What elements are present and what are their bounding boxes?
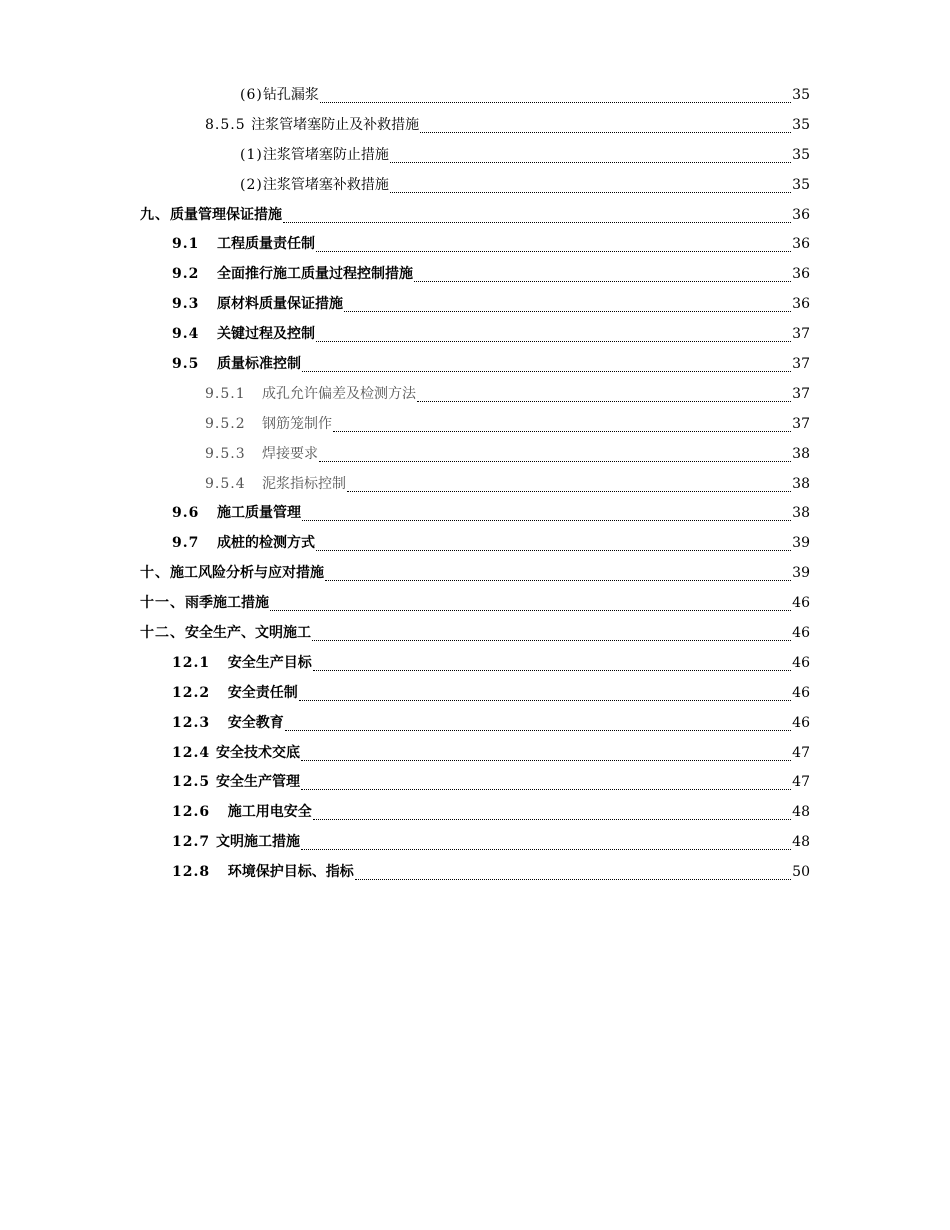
toc-entry-page: 47 xyxy=(792,774,810,791)
toc-entry-number: (6) xyxy=(240,87,263,103)
toc-dot-leader xyxy=(313,818,791,820)
toc-entry-page: 35 xyxy=(792,116,810,133)
toc-entry-page: 38 xyxy=(792,445,810,462)
toc-entry-title: 施工质量管理 xyxy=(216,505,301,522)
toc-entry-number: 9.1 xyxy=(172,236,217,253)
toc-dot-leader xyxy=(316,340,791,342)
toc-entry-page: 46 xyxy=(792,684,810,701)
toc-entry-number: 9.5.1 xyxy=(205,385,262,402)
table-of-contents xyxy=(0,81,950,888)
toc-entry-page: 46 xyxy=(792,714,810,731)
toc-entry-page: 39 xyxy=(792,535,810,552)
toc-dot-leader xyxy=(319,460,791,462)
toc-dot-leader xyxy=(316,549,791,551)
toc-entry-page: 46 xyxy=(792,625,810,642)
toc-entry-title: 安全生产管理 xyxy=(215,774,300,791)
toc-entry-page: 35 xyxy=(792,146,810,163)
toc-entry-number: 12.4 xyxy=(172,744,216,761)
toc-entry-page: 36 xyxy=(792,266,810,283)
toc-dot-leader xyxy=(301,848,791,850)
toc-entry-title: 成孔允许偏差及检测方法 xyxy=(261,385,416,402)
toc-entry-page: 46 xyxy=(792,654,810,671)
toc-entry-page: 35 xyxy=(792,87,810,103)
toc-entry-page: 46 xyxy=(792,595,810,612)
toc-dot-leader xyxy=(355,878,791,880)
toc-entry-number: 十一、 xyxy=(140,595,185,612)
toc-entry-page: 50 xyxy=(792,864,810,881)
toc-entry[interactable] xyxy=(0,171,950,201)
toc-entry[interactable] xyxy=(0,709,950,739)
toc-entry-title: 注浆管堵塞补救措施 xyxy=(262,176,389,193)
toc-entry[interactable] xyxy=(0,679,950,709)
toc-entry-number: 9.5 xyxy=(172,356,217,373)
toc-entry-number: 9.7 xyxy=(172,535,217,552)
toc-entry-title: 质量管理保证措施 xyxy=(170,206,282,223)
toc-entry-number: 12.7 xyxy=(172,834,216,851)
toc-entry-title: 关键过程及控制 xyxy=(216,326,315,343)
toc-dot-leader xyxy=(420,131,791,133)
toc-entry-page: 37 xyxy=(792,326,810,343)
toc-dot-leader xyxy=(325,579,791,581)
toc-entry-page: 36 xyxy=(792,296,810,313)
toc-dot-leader xyxy=(302,370,791,372)
toc-entry-title: 安全教育 xyxy=(227,714,284,731)
toc-dot-leader xyxy=(301,788,791,790)
toc-entry-number: 9.6 xyxy=(172,505,217,522)
toc-entry-number: (1) xyxy=(240,146,263,163)
toc-entry-page: 47 xyxy=(792,744,810,761)
toc-entry[interactable] xyxy=(0,499,950,529)
toc-entry-page: 38 xyxy=(792,505,810,522)
toc-entry-number: 9.2 xyxy=(172,266,217,283)
toc-entry[interactable] xyxy=(0,470,950,500)
toc-entry-page: 37 xyxy=(792,415,810,432)
toc-entry-number: 12.2 xyxy=(172,684,228,701)
toc-entry-title: 钻孔漏浆 xyxy=(262,87,319,103)
toc-entry-number: 8.5.5 xyxy=(205,116,252,133)
toc-dot-leader xyxy=(390,191,791,193)
toc-dot-leader xyxy=(283,221,791,223)
toc-entry-title: 焊接要求 xyxy=(261,445,318,462)
toc-entry-title: 全面推行施工质量过程控制措施 xyxy=(216,266,413,283)
toc-dot-leader xyxy=(312,639,791,641)
toc-dot-leader xyxy=(347,490,791,492)
toc-entry-title: 注浆管堵塞防止措施 xyxy=(262,146,389,163)
toc-entry-title: 安全生产目标 xyxy=(227,654,312,671)
toc-entry-page: 39 xyxy=(792,565,810,582)
toc-entry-title: 质量标准控制 xyxy=(216,356,301,373)
toc-entry[interactable] xyxy=(0,440,950,470)
toc-entry-page: 48 xyxy=(792,804,810,821)
toc-dot-leader xyxy=(313,669,791,671)
toc-entry-title: 施工用电安全 xyxy=(227,804,312,821)
toc-entry-number: 十、 xyxy=(140,565,170,582)
toc-entry[interactable] xyxy=(0,858,950,888)
toc-dot-leader xyxy=(285,729,791,731)
toc-dot-leader xyxy=(299,699,791,701)
toc-entry[interactable] xyxy=(0,619,950,649)
toc-entry-number: 9.4 xyxy=(172,326,217,343)
toc-entry-page: 35 xyxy=(792,176,810,193)
toc-entry-page: 48 xyxy=(792,834,810,851)
toc-entry[interactable] xyxy=(0,290,950,320)
toc-entry[interactable] xyxy=(0,768,950,798)
toc-dot-leader xyxy=(320,101,791,103)
toc-entry-number: 九、 xyxy=(140,206,170,223)
toc-entry[interactable] xyxy=(0,559,950,589)
toc-entry-number: 12.5 xyxy=(172,774,216,791)
toc-entry-page: 36 xyxy=(792,206,810,223)
toc-entry-title: 安全责任制 xyxy=(227,684,298,701)
toc-dot-leader xyxy=(344,310,791,312)
toc-entry-title: 安全技术交底 xyxy=(215,744,300,761)
toc-entry-title: 成桩的检测方式 xyxy=(216,535,315,552)
toc-dot-leader xyxy=(270,609,791,611)
toc-entry-number: 9.3 xyxy=(172,296,217,313)
toc-entry-title: 安全生产、文明施工 xyxy=(185,625,311,642)
toc-entry[interactable] xyxy=(0,589,950,619)
toc-entry[interactable] xyxy=(0,380,950,410)
toc-entry[interactable] xyxy=(0,111,950,141)
toc-entry[interactable] xyxy=(0,81,950,111)
toc-dot-leader xyxy=(414,280,791,282)
toc-entry-title: 环境保护目标、指标 xyxy=(227,864,354,881)
toc-entry-page: 37 xyxy=(792,356,810,373)
toc-entry-number: 9.5.2 xyxy=(205,415,262,432)
toc-entry-title: 原材料质量保证措施 xyxy=(216,296,343,313)
toc-entry-number: (2) xyxy=(240,176,263,193)
toc-entry-number: 9.5.3 xyxy=(205,445,262,462)
toc-entry[interactable] xyxy=(0,529,950,559)
toc-dot-leader xyxy=(302,519,791,521)
toc-entry[interactable] xyxy=(0,739,950,769)
toc-entry-title: 文明施工措施 xyxy=(215,834,300,851)
toc-entry-title: 工程质量责任制 xyxy=(216,236,315,253)
toc-entry-number: 十二、 xyxy=(140,625,185,642)
toc-dot-leader xyxy=(333,430,791,432)
toc-dot-leader xyxy=(390,161,791,163)
toc-entry-number: 12.6 xyxy=(172,804,228,821)
toc-entry[interactable] xyxy=(0,350,950,380)
toc-entry-title: 施工风险分析与应对措施 xyxy=(170,565,324,582)
toc-entry-page: 36 xyxy=(792,236,810,253)
toc-entry[interactable] xyxy=(0,141,950,171)
toc-dot-leader xyxy=(417,400,791,402)
toc-entry-page: 38 xyxy=(792,475,810,492)
toc-entry-page: 37 xyxy=(792,385,810,402)
toc-entry[interactable] xyxy=(0,320,950,350)
toc-entry-number: 12.3 xyxy=(172,714,228,731)
toc-entry-title: 泥浆指标控制 xyxy=(261,475,346,492)
toc-entry[interactable] xyxy=(0,649,950,679)
toc-entry[interactable] xyxy=(0,201,950,231)
toc-entry[interactable] xyxy=(0,260,950,290)
toc-entry[interactable] xyxy=(0,828,950,858)
toc-entry-number: 12.8 xyxy=(172,864,228,881)
toc-entry[interactable] xyxy=(0,230,950,260)
toc-entry[interactable] xyxy=(0,410,950,440)
toc-entry-title: 注浆管堵塞防止及补救措施 xyxy=(251,116,420,133)
toc-dot-leader xyxy=(316,250,791,252)
toc-entry-number: 9.5.4 xyxy=(205,475,262,492)
toc-entry-number: 12.1 xyxy=(172,654,228,671)
toc-entry-title: 雨季施工措施 xyxy=(185,595,269,612)
toc-entry[interactable] xyxy=(0,798,950,828)
toc-entry-title: 钢筋笼制作 xyxy=(261,415,332,432)
toc-dot-leader xyxy=(301,759,791,761)
